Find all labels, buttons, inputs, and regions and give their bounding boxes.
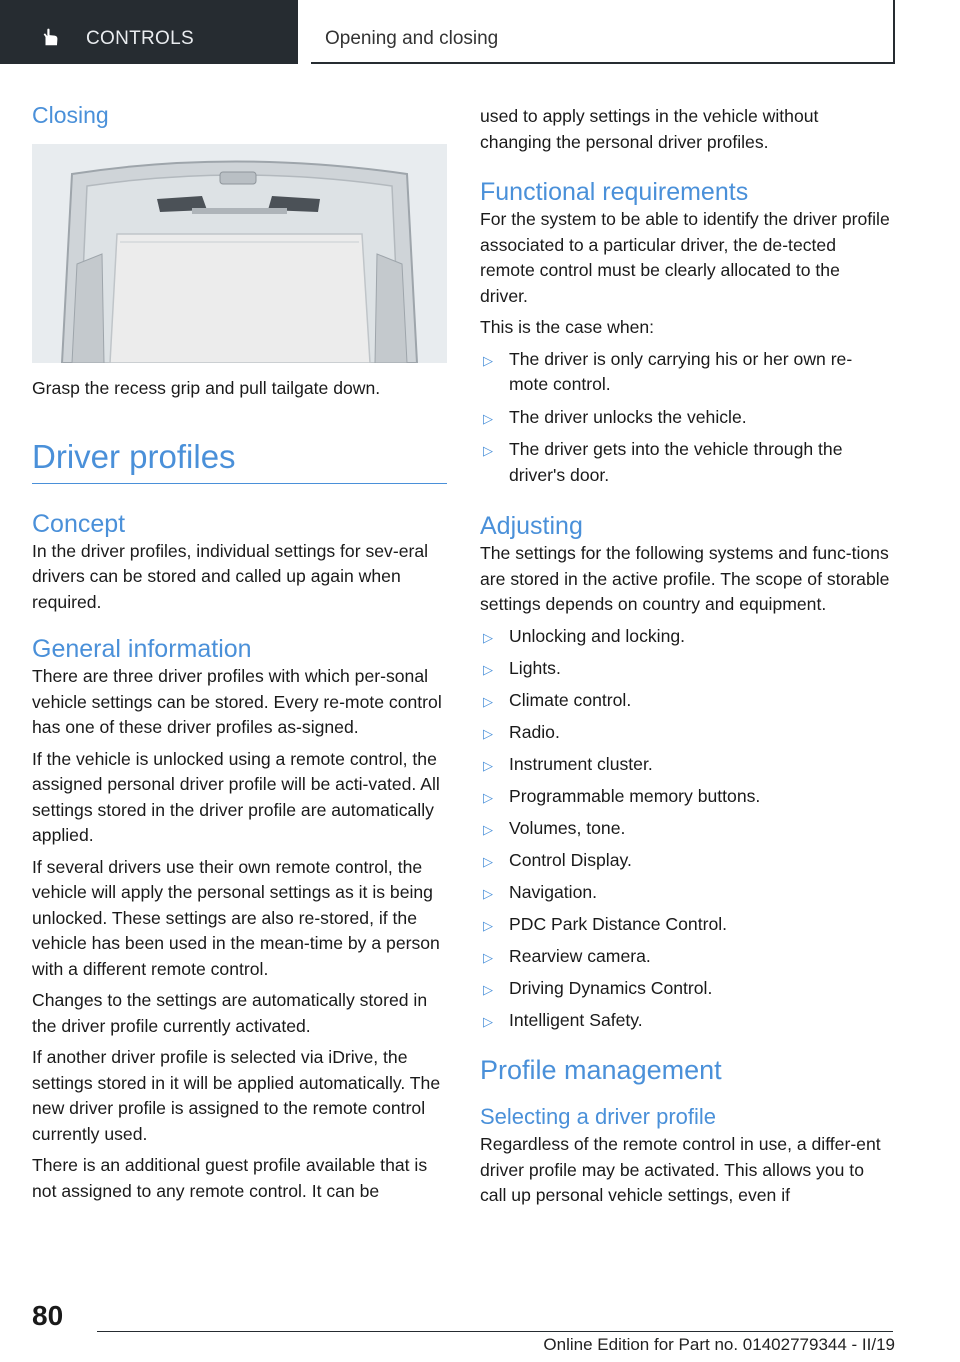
general-paragraph: There is an additional guest profile available that is not assigned to any remote control. It can be bbox=[32, 1155, 428, 1201]
triangle-bullet-icon: ▷ bbox=[483, 725, 493, 741]
triangle-bullet-icon: ▷ bbox=[483, 629, 493, 645]
right-column bbox=[480, 100, 890, 1209]
closing-caption: Grasp the recess grip and pull tailgate down. bbox=[32, 378, 381, 398]
general-paragraph: There are three driver profiles with which per-sonal vehicle settings can be stored. Every re-mote control has one of these driver profiles as-signed. bbox=[32, 666, 442, 737]
list-item: ▷ Radio. bbox=[480, 720, 890, 746]
driver-profiles-heading: Driver profiles bbox=[32, 437, 236, 475]
page-number: 80 bbox=[32, 1300, 64, 1331]
triangle-bullet-icon: ▷ bbox=[483, 917, 493, 933]
list-item: ▷ Volumes, tone. bbox=[480, 816, 890, 842]
left-column bbox=[32, 100, 447, 1204]
triangle-bullet-icon: ▷ bbox=[483, 443, 493, 458]
triangle-bullet-icon: ▷ bbox=[483, 821, 493, 837]
general-paragraph: Changes to the settings are automatically stored in the driver profile currently activated. bbox=[32, 990, 428, 1036]
triangle-bullet-icon: ▷ bbox=[483, 981, 493, 997]
list-item: ▷ Programmable memory buttons. bbox=[480, 784, 890, 810]
adjusting-bullet-list bbox=[480, 624, 890, 1034]
list-item: ▷ Climate control. bbox=[480, 688, 890, 714]
list-item: ▷ Driving Dynamics Control. bbox=[480, 976, 890, 1002]
list-item: ▷ The driver gets into the vehicle through the driver's door. bbox=[483, 439, 843, 485]
header-divider bbox=[298, 0, 311, 64]
triangle-bullet-icon: ▷ bbox=[483, 352, 493, 368]
driver-profiles-heading-wrap bbox=[32, 438, 447, 484]
triangle-bullet-icon: ▷ bbox=[483, 661, 493, 677]
list-item: ▷ Control Display. bbox=[480, 848, 890, 874]
triangle-bullet-icon: ▷ bbox=[483, 789, 493, 805]
functional-requirements-heading: Functional requirements bbox=[480, 178, 749, 206]
adjusting-heading: Adjusting bbox=[480, 512, 583, 540]
edition-note: Online Edition for Part no. 01402779344 - II/19 bbox=[543, 1335, 895, 1354]
case-intro: This is the case when: bbox=[480, 317, 655, 337]
header-title-box bbox=[311, 0, 895, 64]
footer-divider bbox=[97, 1331, 893, 1332]
page-title: Opening and closing bbox=[325, 28, 499, 49]
list-item: ▷ Intelligent Safety. bbox=[480, 1008, 890, 1034]
section-label: CONTROLS bbox=[86, 28, 194, 49]
profile-management-heading: Profile management bbox=[480, 1055, 722, 1085]
concept-heading: Concept bbox=[32, 509, 126, 538]
list-item: ▷ Instrument cluster. bbox=[480, 752, 890, 778]
general-paragraph: If several drivers use their own remote control, the vehicle will apply the personal settings as it is being unlocked. These settings are also re-stored, if the vehicle has been used in the mean-time by a person with a different remote control. bbox=[32, 856, 440, 979]
triangle-bullet-icon: ▷ bbox=[483, 757, 493, 773]
list-item: ▷ Navigation. bbox=[480, 880, 890, 906]
selecting-driver-profile-text: Regardless of the remote control in use, a differ-ent driver profile may be activated. This allows you to call up personal vehicle settings, even if bbox=[480, 1134, 881, 1205]
list-item: ▷ PDC Park Distance Control. bbox=[480, 912, 890, 938]
list-item: ▷ The driver is only carrying his or her own re-mote control. bbox=[483, 348, 853, 394]
list-item: ▷ The driver unlocks the vehicle. bbox=[480, 405, 890, 431]
concept-text: In the driver profiles, individual settings for sev-eral drivers can be stored and called up again when required. bbox=[32, 540, 429, 612]
triangle-bullet-icon: ▷ bbox=[483, 693, 493, 709]
closing-heading: Closing bbox=[32, 102, 109, 128]
list-item: ▷ Unlocking and locking. bbox=[480, 624, 890, 650]
triangle-bullet-icon: ▷ bbox=[483, 949, 493, 965]
tailgate-illustration bbox=[32, 144, 447, 363]
triangle-bullet-icon: ▷ bbox=[483, 410, 493, 426]
case-bullet-list bbox=[480, 347, 890, 489]
header-section-tab bbox=[0, 0, 298, 64]
triangle-bullet-icon: ▷ bbox=[483, 853, 493, 869]
triangle-bullet-icon: ▷ bbox=[483, 885, 493, 901]
selecting-driver-profile-heading: Selecting a driver profile bbox=[480, 1104, 717, 1129]
list-item: ▷ Rearview camera. bbox=[480, 944, 890, 970]
adjusting-text: The settings for the following systems and func-tions are stored in the active profile. The scope of storable settings depends on country and equipment. bbox=[480, 543, 890, 614]
hand-icon bbox=[40, 26, 62, 48]
functional-requirements-text: For the system to be able to identify the driver profile associated to a particular driver, the de-tected remote control must be clearly allocated to the driver. bbox=[480, 209, 890, 306]
list-item: ▷ Lights. bbox=[480, 656, 890, 682]
triangle-bullet-icon: ▷ bbox=[483, 1013, 493, 1029]
general-paragraph: If the vehicle is unlocked using a remote control, the assigned personal driver profile will be acti-vated. All settings stored in the driver profile are automatically applied. bbox=[32, 748, 440, 845]
tailgate-drawing bbox=[32, 144, 447, 363]
general-information-heading: General information bbox=[32, 635, 252, 663]
continuation-text: used to apply settings in the vehicle without changing the personal driver profiles. bbox=[480, 106, 819, 152]
general-paragraph: If another driver profile is selected via iDrive, the settings stored in it will be applied automatically. The new driver profile is assigned to the remote control currently used. bbox=[32, 1047, 441, 1144]
